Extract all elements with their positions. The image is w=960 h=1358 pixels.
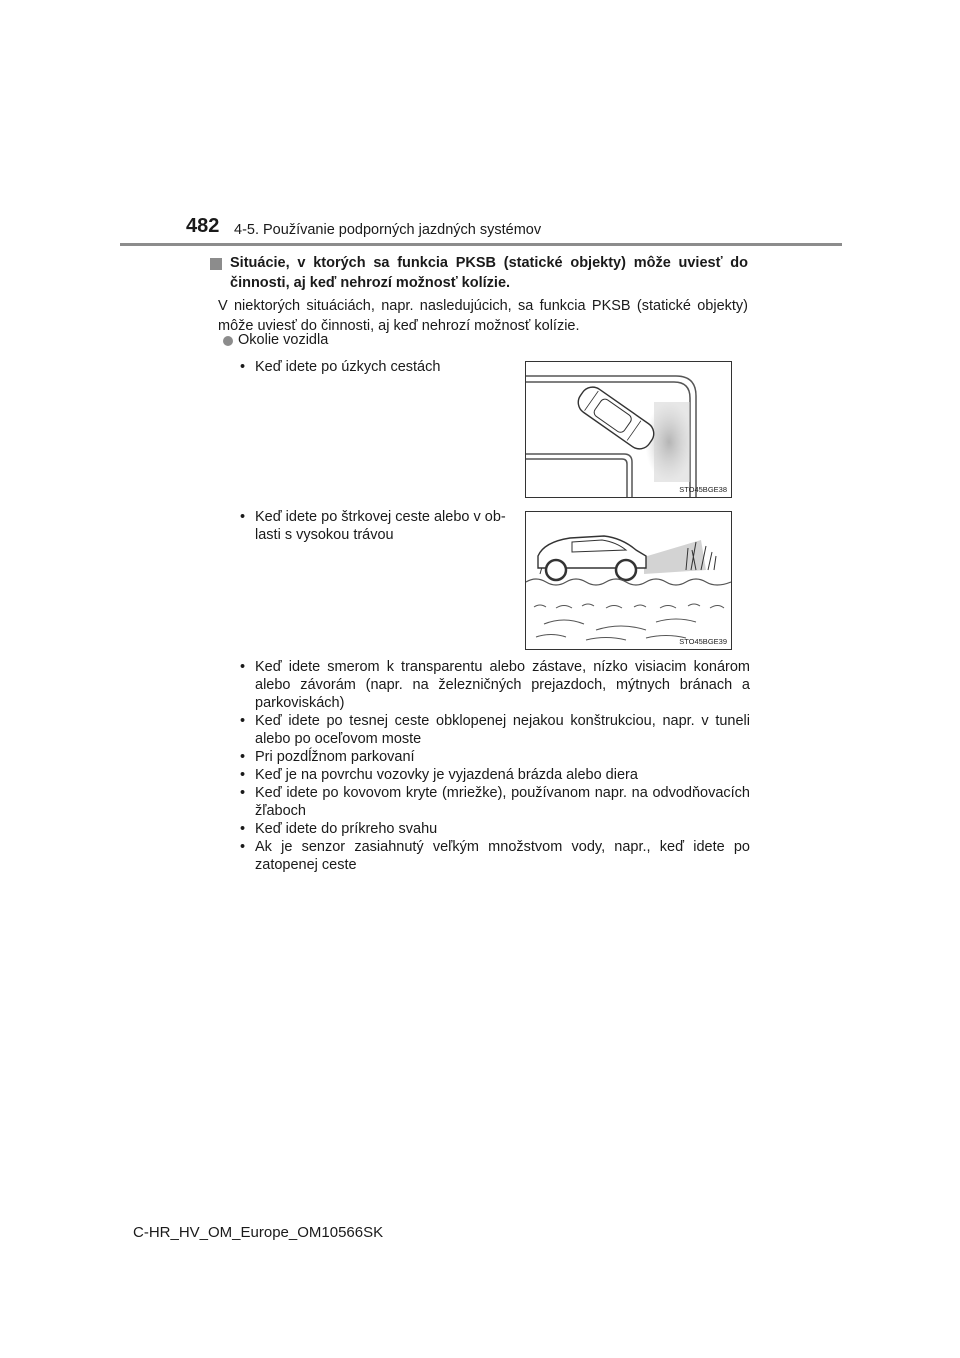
bullet-icon: •	[240, 659, 246, 675]
bullet-icon: •	[240, 785, 246, 801]
list-item-text: lasti s vysokou trávou	[255, 527, 394, 543]
situation-list	[240, 658, 750, 874]
section-intro: V niektorých situáciách, napr. nasledujúcich, sa funkcia PKSB (statické objekty) môže uviesť do činnosti, aj keď nehrozí možnosť kolízie.	[218, 298, 748, 334]
bullet-icon: •	[240, 713, 246, 729]
narrow-road-illustration	[525, 361, 732, 498]
bullet-icon: •	[240, 509, 246, 525]
gravel-road-drawing	[526, 512, 731, 649]
list-item	[240, 820, 750, 838]
chapter-title: 4-5. Používanie podporných jazdných systémov	[234, 222, 542, 238]
list-item-text: Pri pozdĺžnom parkovaní	[255, 749, 415, 765]
document-id: C-HR_HV_OM_Europe_OM10566SK	[133, 1224, 384, 1241]
list-item-text: Keď idete po úzkych cestách	[255, 359, 441, 375]
section-square-icon	[210, 258, 222, 270]
list-item	[240, 784, 750, 820]
list-item	[240, 712, 750, 748]
list-item-text: Keď idete smerom k transparentu alebo zástave, nízko visiacim konárom alebo závorám (napr. na železničných prejazdoch, mýtnych bránach a parkoviskách)	[255, 659, 750, 711]
narrow-road-drawing	[526, 362, 731, 497]
figure-code: STO45BGE38	[679, 485, 727, 494]
bullet-icon: •	[240, 839, 246, 855]
figure-code: STO45BGE39	[679, 637, 727, 646]
subsection-heading: Okolie vozidla	[238, 332, 329, 348]
bullet-icon: •	[240, 359, 246, 375]
page-number: 482	[186, 215, 220, 237]
list-item-text: Keď idete po kovovom kryte (mriežke), používanom napr. na odvodňovacích žľaboch	[255, 785, 750, 819]
circle-bullet-icon	[223, 336, 233, 346]
bullet-icon: •	[240, 767, 246, 783]
list-item-text: Keď idete do príkreho svahu	[255, 821, 438, 837]
list-item-text: Keď idete po štrkovej ceste alebo v ob-	[255, 509, 506, 525]
section-heading: Situácie, v ktorých sa funkcia PKSB (statické objekty) môže uviesť do činnosti, aj keď nehrozí možnosť kolízie.	[230, 255, 748, 291]
bullet-icon: •	[240, 749, 246, 765]
list-item-text: Keď je na povrchu vozovky je vyjazdená brázda alebo diera	[255, 767, 638, 783]
list-item	[240, 838, 750, 874]
list-item	[240, 748, 750, 766]
list-item-text: Ak je senzor zasiahnutý veľkým množstvom vody, napr., keď idete po zatopenej ceste	[255, 839, 750, 873]
list-item	[240, 658, 750, 712]
list-item-text: Keď idete po tesnej ceste obklopenej nejakou konštrukciou, napr. v tuneli alebo po oceľovom moste	[255, 713, 750, 747]
header-divider	[120, 243, 842, 246]
bullet-icon: •	[240, 821, 246, 837]
gravel-grass-illustration	[525, 511, 732, 650]
list-item	[240, 766, 750, 784]
